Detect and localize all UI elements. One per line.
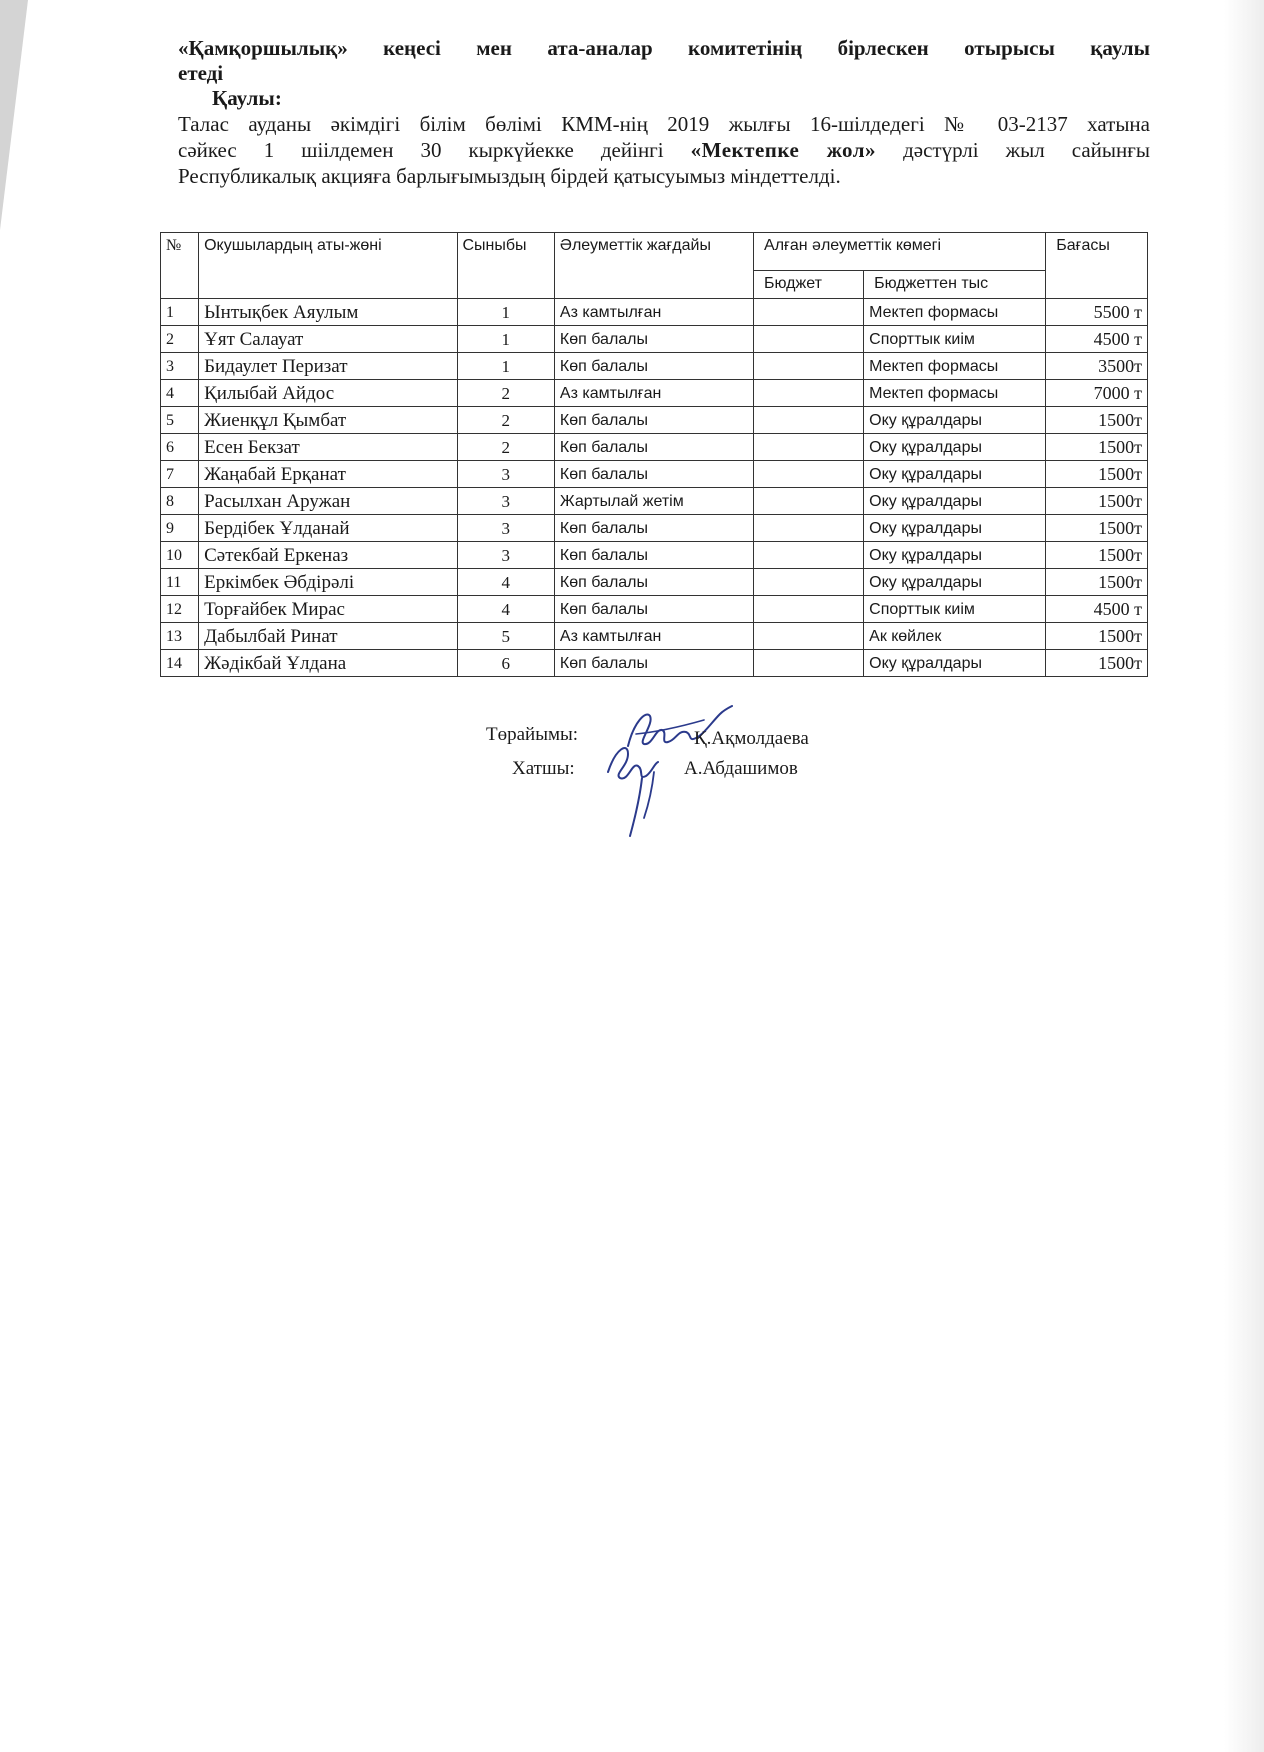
cell-name: Ынтықбек Аяулым [199, 299, 457, 326]
cell-budget [754, 461, 864, 488]
table-row [161, 488, 1148, 515]
table-row [161, 650, 1148, 677]
decree-body [178, 111, 1150, 189]
cell-budget [754, 623, 864, 650]
cell-budget [754, 596, 864, 623]
cell-num: 1 [161, 299, 199, 326]
cell-name: Дабылбай Ринат [199, 623, 457, 650]
cell-social: Көп балалы [554, 542, 753, 569]
cell-budget [754, 407, 864, 434]
cell-extra-budget: Ак көйлек [864, 623, 1046, 650]
cell-class: 3 [457, 515, 554, 542]
cell-extra-budget: Оку құралдары [864, 461, 1046, 488]
cell-class: 4 [457, 596, 554, 623]
chair-name: Қ.Ақмолдаева [694, 728, 809, 749]
cell-extra-budget: Оку құралдары [864, 650, 1046, 677]
cell-price: 1500т [1046, 569, 1148, 596]
cell-budget [754, 488, 864, 515]
cell-name: Еркімбек Әбдірәлі [199, 569, 457, 596]
cell-num: 5 [161, 407, 199, 434]
document-heading-line2: етеді [178, 61, 224, 85]
cell-social: Аз камтылған [554, 380, 753, 407]
cell-budget [754, 650, 864, 677]
cell-name: Бидаулет Перизат [199, 353, 457, 380]
header-aid: Алған әлеуметтік көмегі [754, 233, 1046, 271]
cell-class: 1 [457, 299, 554, 326]
cell-budget [754, 434, 864, 461]
cell-num: 10 [161, 542, 199, 569]
cell-social: Аз камтылған [554, 623, 753, 650]
cell-extra-budget: Спорттык киім [864, 326, 1046, 353]
cell-class: 3 [457, 488, 554, 515]
header-budget: Бюджет [754, 271, 864, 299]
decree-title: Қаулы: [212, 86, 282, 110]
cell-num: 14 [161, 650, 199, 677]
cell-extra-budget: Мектеп формасы [864, 380, 1046, 407]
cell-budget [754, 515, 864, 542]
cell-social: Жартылай жетім [554, 488, 753, 515]
cell-price: 1500т [1046, 650, 1148, 677]
cell-class: 3 [457, 461, 554, 488]
cell-social: Көп балалы [554, 596, 753, 623]
cell-num: 3 [161, 353, 199, 380]
table-row [161, 326, 1148, 353]
header-name: Окушылардың аты-жөні [199, 233, 457, 299]
body-line-2-start: сәйкес 1 шіілдемен 30 кыркүйекке дейінгі [178, 138, 691, 162]
cell-extra-budget: Оку құралдары [864, 488, 1046, 515]
cell-extra-budget: Оку құралдары [864, 515, 1046, 542]
cell-name: Жаңабай Ерқанат [199, 461, 457, 488]
header-num: № [161, 233, 199, 299]
cell-extra-budget: Мектеп формасы [864, 299, 1046, 326]
cell-name: Торғайбек Мирас [199, 596, 457, 623]
cell-class: 1 [457, 326, 554, 353]
table-row [161, 596, 1148, 623]
body-line-3: Республикалық акцияға барлығымыздың бірдей қатысуымыз міндеттелді. [178, 164, 841, 188]
cell-name: Расылхан Аружан [199, 488, 457, 515]
cell-price: 7000 т [1046, 380, 1148, 407]
document-page [178, 36, 1150, 189]
cell-name: Қилыбай Айдос [199, 380, 457, 407]
cell-class: 2 [457, 380, 554, 407]
cell-price: 1500т [1046, 407, 1148, 434]
cell-name: Есен Бекзат [199, 434, 457, 461]
cell-extra-budget: Мектеп формасы [864, 353, 1046, 380]
cell-social: Көп балалы [554, 569, 753, 596]
chair-role: Төрайымы: [486, 724, 579, 745]
cell-social: Көп балалы [554, 326, 753, 353]
secretary-signature-row [486, 758, 906, 796]
cell-extra-budget: Оку құралдары [864, 434, 1046, 461]
table-row [161, 569, 1148, 596]
cell-class: 2 [457, 434, 554, 461]
cell-class: 6 [457, 650, 554, 677]
signatures-block [486, 720, 906, 796]
chair-signature-row [486, 720, 906, 758]
cell-num: 11 [161, 569, 199, 596]
cell-name: Жиенқұл Қымбат [199, 407, 457, 434]
cell-budget [754, 326, 864, 353]
cell-social: Көп балалы [554, 515, 753, 542]
cell-extra-budget: Спорттык киім [864, 596, 1046, 623]
body-line-2 [178, 137, 1150, 163]
cell-num: 2 [161, 326, 199, 353]
table-row [161, 407, 1148, 434]
cell-budget [754, 380, 864, 407]
table-row [161, 515, 1148, 542]
secretary-signature-mark [598, 732, 678, 842]
cell-name: Ұят Салауат [199, 326, 457, 353]
cell-num: 8 [161, 488, 199, 515]
table-row [161, 461, 1148, 488]
cell-price: 4500 т [1046, 596, 1148, 623]
table-body [161, 299, 1148, 677]
cell-budget [754, 569, 864, 596]
cell-price: 3500т [1046, 353, 1148, 380]
document-heading-line1: «Қамқоршылық» кеңесі мен ата-аналар комитетінің бірлескен отырысы қаулы [178, 36, 1150, 60]
cell-num: 9 [161, 515, 199, 542]
cell-name: Бердібек Ұлданай [199, 515, 457, 542]
cell-social: Көп балалы [554, 461, 753, 488]
campaign-name: «Мектепке жол» [690, 138, 877, 162]
cell-num: 7 [161, 461, 199, 488]
cell-social: Көп балалы [554, 407, 753, 434]
header-price: Бағасы [1046, 233, 1148, 299]
cell-social: Көп балалы [554, 434, 753, 461]
scan-edge-shadow [1224, 0, 1264, 1752]
cell-price: 1500т [1046, 461, 1148, 488]
cell-class: 3 [457, 542, 554, 569]
cell-class: 2 [457, 407, 554, 434]
cell-price: 1500т [1046, 434, 1148, 461]
cell-num: 6 [161, 434, 199, 461]
cell-class: 4 [457, 569, 554, 596]
cell-price: 4500 т [1046, 326, 1148, 353]
cell-price: 1500т [1046, 488, 1148, 515]
cell-price: 5500 т [1046, 299, 1148, 326]
cell-extra-budget: Оку құралдары [864, 407, 1046, 434]
table-row [161, 434, 1148, 461]
table-row [161, 623, 1148, 650]
cell-price: 1500т [1046, 515, 1148, 542]
body-line-2-end: дәстүрлі жыл сайынғы [876, 138, 1150, 162]
cell-num: 13 [161, 623, 199, 650]
cell-extra-budget: Оку құралдары [864, 569, 1046, 596]
cell-budget [754, 299, 864, 326]
scan-corner-shadow [0, 0, 28, 230]
table-row [161, 353, 1148, 380]
header-class: Сыныбы [457, 233, 554, 299]
cell-name: Сәтекбай Еркеназ [199, 542, 457, 569]
cell-class: 5 [457, 623, 554, 650]
cell-num: 12 [161, 596, 199, 623]
secretary-role: Хатшы: [512, 758, 575, 779]
secretary-name: А.Абдашимов [684, 758, 798, 779]
table-row [161, 299, 1148, 326]
cell-budget [754, 353, 864, 380]
table-row [161, 380, 1148, 407]
cell-budget [754, 542, 864, 569]
cell-num: 4 [161, 380, 199, 407]
cell-social: Көп балалы [554, 353, 753, 380]
cell-price: 1500т [1046, 623, 1148, 650]
cell-price: 1500т [1046, 542, 1148, 569]
body-line-1: Талас ауданы әкімдігі білім бөлімі КММ-нің 2019 жылғы 16-шілдедегі № 03-2137 хатына [178, 112, 1150, 136]
students-aid-table [160, 232, 1148, 677]
cell-class: 1 [457, 353, 554, 380]
cell-social: Аз камтылған [554, 299, 753, 326]
header-extra-budget: Бюджеттен тыс [864, 271, 1046, 299]
cell-social: Көп балалы [554, 650, 753, 677]
cell-name: Жәдікбай Ұлдана [199, 650, 457, 677]
header-social: Әлеуметтік жағдайы [554, 233, 753, 299]
table-row [161, 542, 1148, 569]
cell-extra-budget: Оку құралдары [864, 542, 1046, 569]
